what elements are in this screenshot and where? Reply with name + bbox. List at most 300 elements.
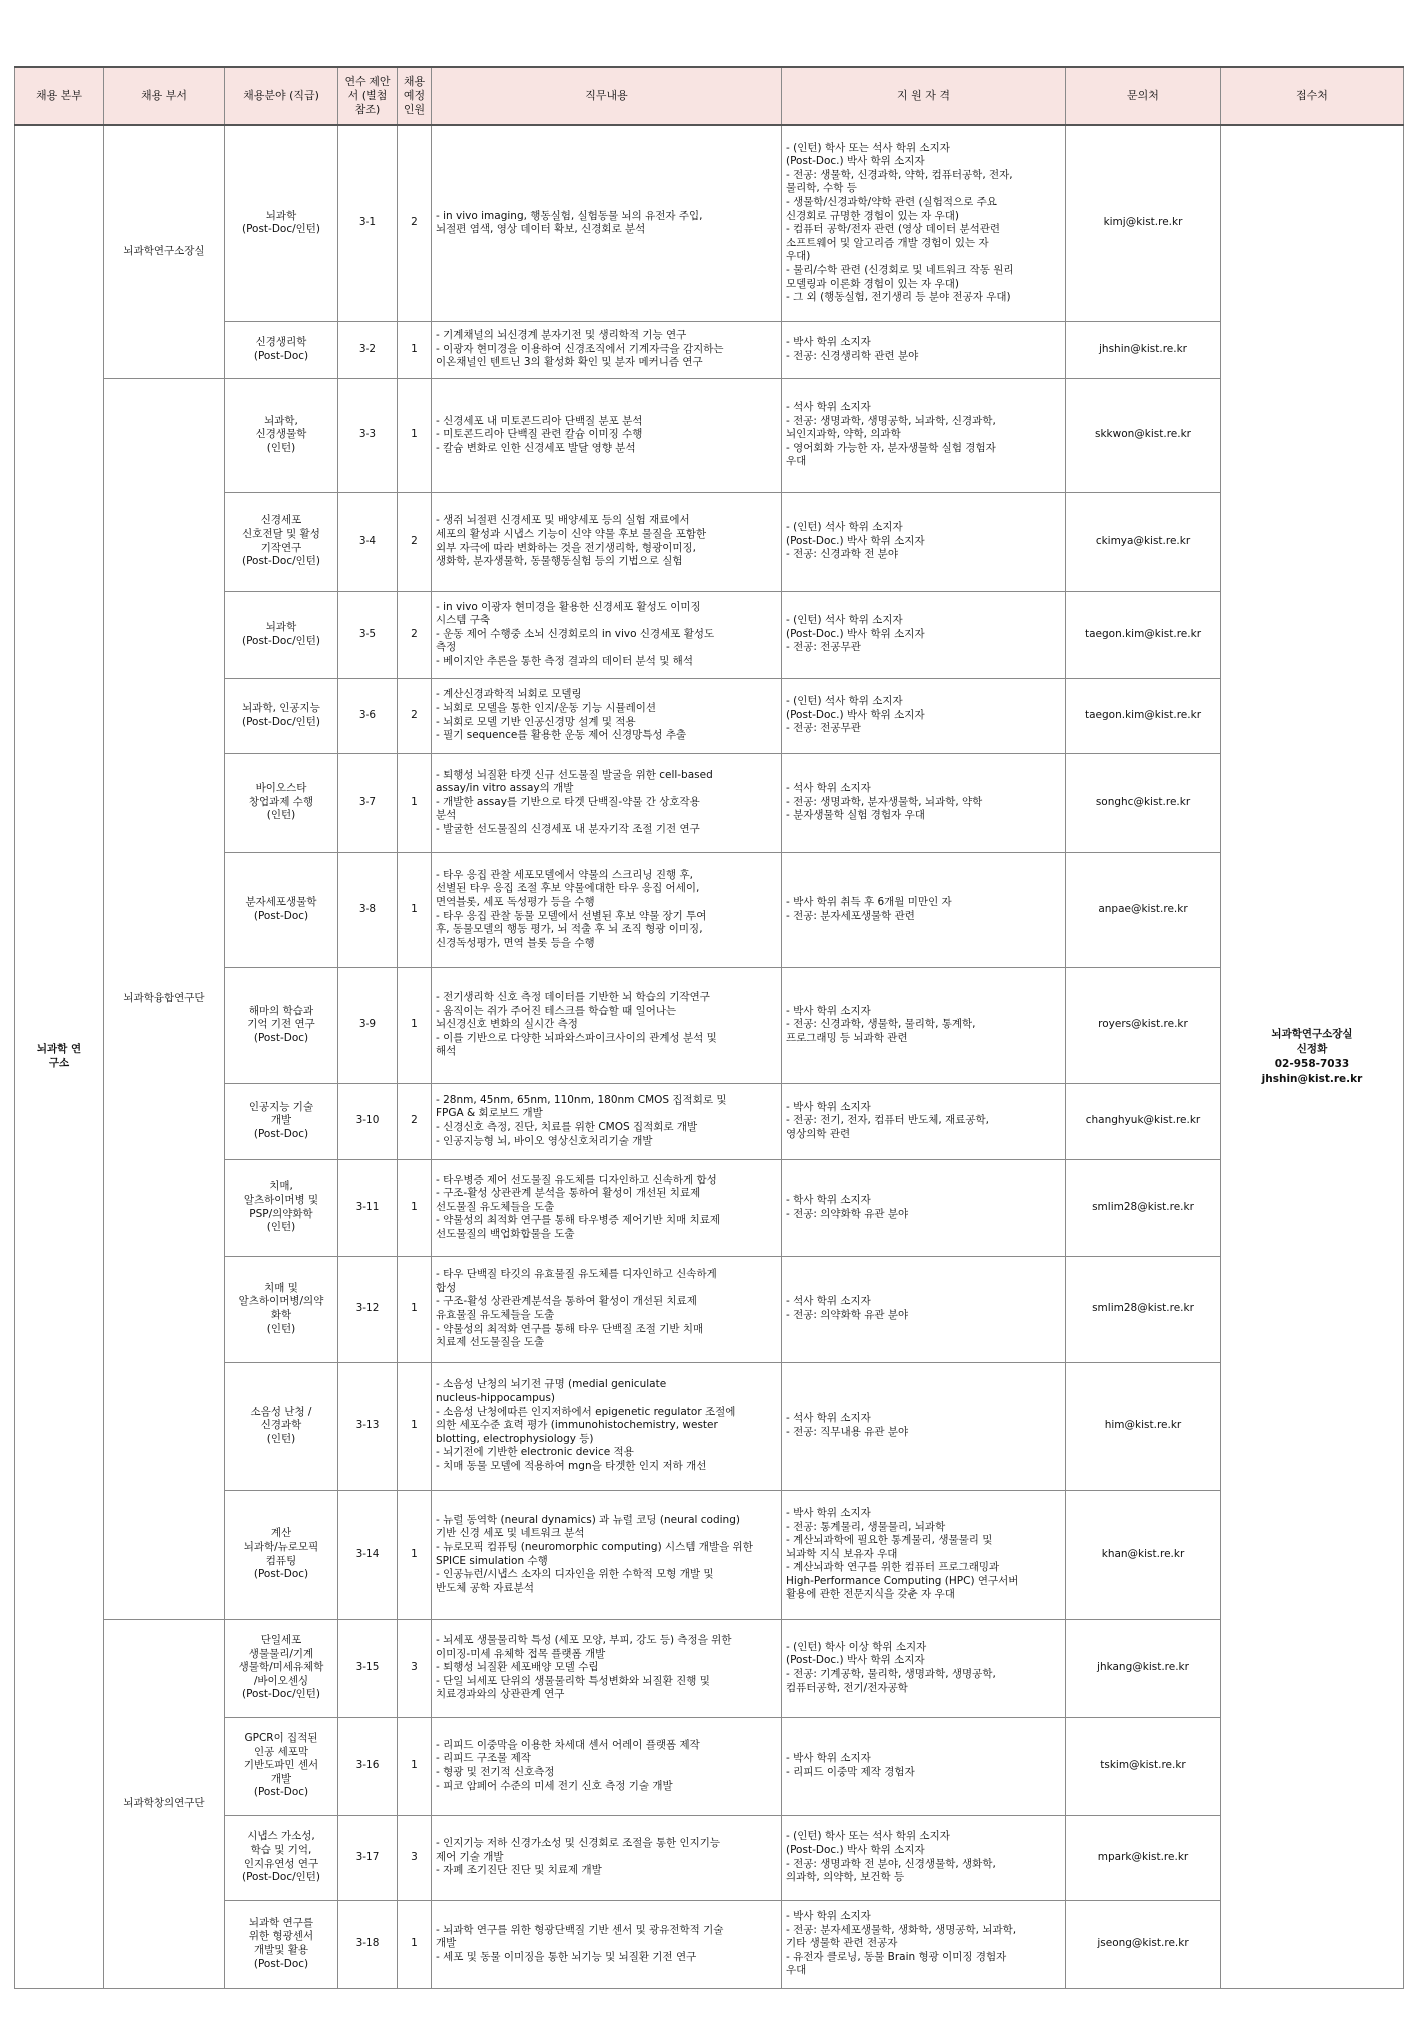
inquiry-email-cell: ckimya@kist.re.kr bbox=[1066, 492, 1221, 591]
text-line: (Post-Doc/인턴) bbox=[241, 715, 321, 728]
qualification-cell bbox=[782, 321, 1066, 378]
text-line: - 뇌기전에 기반한 electronic device 적용 bbox=[436, 1446, 634, 1459]
count-cell: 1 bbox=[398, 1256, 432, 1362]
text-line: 알츠하이머병 및 bbox=[243, 1193, 319, 1206]
header-row bbox=[15, 67, 1404, 125]
qualification-cell bbox=[782, 378, 1066, 492]
text-line: 제어 기술 개발 bbox=[436, 1850, 504, 1863]
text-line: - 학사 학위 소지자 bbox=[786, 1193, 871, 1206]
text-line: (Post-Doc/인턴) bbox=[241, 634, 321, 647]
text-line: (인턴) bbox=[266, 1322, 296, 1335]
text-line: (Post-Doc/인턴) bbox=[241, 223, 321, 236]
text-line: 생물물리/기계 bbox=[248, 1647, 314, 1660]
text-line: - 베이지안 추론을 통한 측정 결과의 데이터 분석 및 해석 bbox=[436, 654, 693, 667]
text-line: - (인턴) 학사 또는 석사 학위 소지자 bbox=[786, 1830, 950, 1843]
text-line: (인턴) bbox=[266, 1432, 296, 1445]
field-cell bbox=[225, 1083, 338, 1159]
inquiry-email-cell: tskim@kist.re.kr bbox=[1066, 1717, 1221, 1815]
text-line: 외부 자극에 따라 변화하는 것을 전기생리학, 형광이미징, bbox=[436, 541, 696, 554]
code-cell: 3-10 bbox=[338, 1083, 398, 1159]
text-line: - 자폐 조기진단 진단 및 치료제 개발 bbox=[436, 1864, 602, 1877]
count-cell: 1 bbox=[398, 753, 432, 852]
text-line: - 석사 학위 소지자 bbox=[786, 1295, 871, 1308]
text-line: - 전공: 생명과학, 생명공학, 뇌과학, 신경과학, bbox=[786, 414, 996, 427]
text-line: - 움직이는 쥐가 주어진 테스크를 학습할 때 일어나는 bbox=[436, 1004, 677, 1017]
inquiry-email-cell: smlim28@kist.re.kr bbox=[1066, 1159, 1221, 1256]
count-cell: 2 bbox=[398, 492, 432, 591]
text-line: - 뇌회로 모델을 통한 인지/운동 기능 시뮬레이션 bbox=[436, 701, 657, 714]
text-line: 뇌신경신호 변화의 실시간 측정 bbox=[436, 1018, 578, 1031]
text-line: - 전공: 신경생리학 관련 분야 bbox=[786, 349, 919, 362]
qualification-cell bbox=[782, 852, 1066, 967]
qualification-cell bbox=[782, 1362, 1066, 1490]
header-duty: 직무내용 bbox=[432, 67, 782, 125]
text-line: 뇌과학, 인공지능 bbox=[242, 701, 320, 714]
text-line: 치매, bbox=[269, 1180, 293, 1193]
text-line: - 약물성의 최적화 연구를 통해 타우 단백질 조절 기반 치매 bbox=[436, 1322, 704, 1335]
text-line: - 전공: 의약화학 유관 분야 bbox=[786, 1309, 909, 1321]
inquiry-email-cell: jhkang@kist.re.kr bbox=[1066, 1619, 1221, 1717]
text-line: 의과학, 의약학, 보건학 등 bbox=[786, 1871, 905, 1884]
text-line: 물리학, 수학 등 bbox=[786, 182, 857, 195]
code-cell: 3-14 bbox=[338, 1490, 398, 1619]
duty-cell bbox=[432, 1619, 782, 1717]
table-row bbox=[15, 125, 1404, 321]
reception-email: jhshin@kist.re.kr bbox=[1261, 1072, 1363, 1085]
qualification-cell bbox=[782, 125, 1066, 321]
count-cell: 1 bbox=[398, 1717, 432, 1815]
department-cell: 뇌과학융합연구단 bbox=[104, 378, 225, 1619]
field-cell bbox=[225, 753, 338, 852]
code-cell: 3-7 bbox=[338, 753, 398, 852]
code-cell: 3-13 bbox=[338, 1362, 398, 1490]
text-line: (인턴) bbox=[266, 441, 296, 454]
qualification-cell bbox=[782, 492, 1066, 591]
text-line: - (인턴) 석사 학위 소지자 bbox=[786, 521, 903, 534]
duty-cell bbox=[432, 125, 782, 321]
text-line: 개발및 활용 bbox=[253, 1944, 309, 1956]
text-line: 소프트웨어 및 알고리즘 개발 경험이 있는 자 bbox=[786, 236, 989, 249]
text-line: - 피코 암페어 수준의 미세 전기 신호 측정 기술 개발 bbox=[436, 1779, 673, 1792]
text-line: - 석사 학위 소지자 bbox=[786, 1412, 871, 1425]
text-line: - 형광 및 전기적 신호측정 bbox=[436, 1766, 555, 1778]
text-line: 창업과제 수행 bbox=[248, 795, 314, 808]
text-line: 치료경과와의 상관관계 연구 bbox=[436, 1688, 565, 1701]
text-line: - 전공: 신경과학 전 분야 bbox=[786, 548, 898, 561]
text-line: 신경독성평가, 면역 블롯 등을 수행 bbox=[436, 936, 595, 949]
text-line: - 컴퓨터 공학/전자 관련 (영상 데이터 분석관련 bbox=[786, 223, 1001, 236]
text-line: (Post-Doc/인턴) bbox=[241, 1688, 321, 1701]
table-body bbox=[15, 125, 1404, 1988]
text-line: 학습 및 기억, bbox=[250, 1843, 312, 1856]
header-code: 연수 제안서 (별첨 참조) bbox=[338, 67, 398, 125]
text-line: 반도체 공학 자료분석 bbox=[436, 1581, 534, 1594]
text-line: - (인턴) 학사 또는 석사 학위 소지자 bbox=[786, 141, 950, 154]
text-line: 선도물질 유도체들을 도출 bbox=[436, 1200, 555, 1213]
text-line: 이온채널인 텐트닌 3의 활성화 확인 및 분자 메커니즘 연구 bbox=[436, 356, 703, 369]
text-line: - 퇴행성 뇌질환 타겟 신규 선도물질 발굴을 위한 cell-based bbox=[436, 768, 713, 781]
text-line: (Post-Doc) bbox=[253, 1031, 309, 1044]
reception-phone: 02-958-7033 bbox=[1274, 1057, 1350, 1070]
field-cell bbox=[225, 378, 338, 492]
count-cell: 1 bbox=[398, 967, 432, 1083]
text-line: 인공 세포막 bbox=[253, 1745, 309, 1758]
text-line: 개발 bbox=[270, 1114, 292, 1127]
text-line: 뇌과학/뉴로모픽 bbox=[243, 1540, 319, 1553]
text-line: - 리피드 이중막을 이용한 차세대 센서 어레이 플랫폼 제작 bbox=[436, 1738, 700, 1751]
text-line: - 생쥐 뇌절편 신경세포 및 배양세포 등의 실험 재료에서 bbox=[436, 514, 690, 527]
duty-cell bbox=[432, 753, 782, 852]
text-line: 개발 bbox=[270, 1772, 292, 1785]
text-line: - 계산뇌과학에 필요한 통계물리, 생물물리 및 bbox=[786, 1534, 993, 1547]
text-line: 우대) bbox=[786, 250, 811, 263]
field-cell bbox=[225, 1490, 338, 1619]
text-line: - (인턴) 학사 이상 학위 소지자 bbox=[786, 1640, 927, 1653]
recruitment-document bbox=[14, 66, 1403, 1989]
inquiry-email-cell: skkwon@kist.re.kr bbox=[1066, 378, 1221, 492]
text-line: 기타 생물학 관련 전공자 bbox=[786, 1937, 898, 1950]
text-line: - 전공: 전공무관 bbox=[786, 641, 861, 654]
text-line: - 인공지능형 뇌, 바이오 영상신호처리기술 개발 bbox=[436, 1134, 653, 1147]
count-cell: 3 bbox=[398, 1815, 432, 1900]
header-count: 채용 예정 인원 bbox=[398, 67, 432, 125]
count-cell: 1 bbox=[398, 1362, 432, 1490]
qualification-cell bbox=[782, 678, 1066, 753]
text-line: 치료제 선도물질을 도출 bbox=[436, 1336, 545, 1349]
field-cell bbox=[225, 321, 338, 378]
header-reception: 접수처 bbox=[1221, 67, 1404, 125]
text-line: 신경과학 bbox=[260, 1419, 302, 1432]
text-line: 해석 bbox=[436, 1045, 457, 1058]
text-line: - 약물성의 최적화 연구를 통해 타우병증 제어기반 치매 치료제 bbox=[436, 1214, 721, 1227]
count-cell: 1 bbox=[398, 1490, 432, 1619]
duty-cell bbox=[432, 852, 782, 967]
inquiry-email-cell: khan@kist.re.kr bbox=[1066, 1490, 1221, 1619]
duty-cell bbox=[432, 1362, 782, 1490]
qualification-cell bbox=[782, 1619, 1066, 1717]
text-line: - 그 외 (행동실험, 전기생리 등 분야 전공자 우대) bbox=[786, 291, 1011, 304]
text-line: - (인턴) 석사 학위 소지자 bbox=[786, 614, 903, 627]
count-cell: 1 bbox=[398, 1900, 432, 1988]
text-line: (Post-Doc.) 박사 학위 소지자 bbox=[786, 534, 925, 547]
text-line: - 석사 학위 소지자 bbox=[786, 401, 871, 414]
text-line: - in vivo imaging, 행동실험, 실험동물 뇌의 유전자 주입, bbox=[436, 209, 703, 222]
duty-cell bbox=[432, 1717, 782, 1815]
text-line: SPICE simulation 수행 bbox=[436, 1554, 548, 1567]
text-line: 위한 형광센서 bbox=[248, 1930, 314, 1943]
header-field: 채용분야 (직급) bbox=[225, 67, 338, 125]
duty-cell bbox=[432, 1815, 782, 1900]
inquiry-email-cell: changhyuk@kist.re.kr bbox=[1066, 1083, 1221, 1159]
text-line: - 타우병증 제어 선도물질 유도체를 디자인하고 신속하게 합성 bbox=[436, 1173, 717, 1186]
text-line: 바이오스타 bbox=[255, 782, 307, 795]
text-line: 시스템 구축 bbox=[436, 614, 491, 627]
text-line: 기억 기전 연구 bbox=[247, 1018, 315, 1031]
text-line: 기반 신경 세포 및 네트워크 분석 bbox=[436, 1527, 585, 1540]
duty-cell bbox=[432, 1159, 782, 1256]
text-line: 알츠하이머병/의약 bbox=[238, 1295, 324, 1308]
text-line: 뇌과학 bbox=[265, 209, 297, 222]
field-cell bbox=[225, 125, 338, 321]
code-cell: 3-5 bbox=[338, 591, 398, 678]
text-line: - 계산신경과학적 뇌회로 모델링 bbox=[436, 688, 582, 701]
field-cell bbox=[225, 1619, 338, 1717]
text-line: - 운동 제어 수행중 소뇌 신경회로의 in vivo 신경세포 활성도 bbox=[436, 627, 715, 640]
text-line: 신경회로 규명한 경험이 있는 자 우대) bbox=[786, 209, 959, 222]
department-cell: 뇌과학창의연구단 bbox=[104, 1619, 225, 1988]
field-cell bbox=[225, 591, 338, 678]
hq-name: 뇌과학 연구소 bbox=[36, 1043, 82, 1069]
field-cell bbox=[225, 1900, 338, 1988]
text-line: - 전공: 분자세포생물학, 생화학, 생명공학, 뇌과학, bbox=[786, 1923, 1017, 1936]
text-line: 치매 및 bbox=[264, 1281, 298, 1294]
count-cell: 2 bbox=[398, 678, 432, 753]
text-line: - 영어회화 가능한 자, 분자생물학 실험 경험자 bbox=[786, 441, 996, 454]
field-cell bbox=[225, 1256, 338, 1362]
text-line: - 뉴로모픽 컴퓨팅 (neuromorphic computing) 시스템 개발을 위한 bbox=[436, 1540, 753, 1553]
text-line: - 단일 뇌세포 단위의 생물물리학 특성변화와 뇌질환 진행 및 bbox=[436, 1674, 710, 1687]
code-cell: 3-6 bbox=[338, 678, 398, 753]
duty-cell bbox=[432, 967, 782, 1083]
text-line: 분석 bbox=[436, 809, 457, 822]
text-line: - 치매 동물 모델에 적용하여 mgn을 타겟한 인지 저하 개선 bbox=[436, 1459, 707, 1472]
text-line: - 칼슘 변화로 인한 신경세포 발달 영향 분석 bbox=[436, 441, 636, 454]
code-cell: 3-15 bbox=[338, 1619, 398, 1717]
text-line: 후, 동물모델의 행동 평가, 뇌 적출 후 뇌 조직 형광 이미징, bbox=[436, 923, 703, 936]
text-line: - 소음성 난청의 뇌기전 규명 (medial geniculate bbox=[436, 1378, 667, 1391]
text-line: 컴퓨팅 bbox=[265, 1554, 297, 1567]
text-line: 뇌과학 지식 보유자 우대 bbox=[786, 1547, 898, 1560]
qualification-cell bbox=[782, 1900, 1066, 1988]
text-line: 생물학/미세유체학 bbox=[238, 1661, 324, 1674]
text-line: 측정 bbox=[436, 641, 457, 654]
inquiry-email-cell: him@kist.re.kr bbox=[1066, 1362, 1221, 1490]
qualification-cell bbox=[782, 1083, 1066, 1159]
text-line: 뇌과학, bbox=[264, 414, 298, 427]
hq-cell bbox=[15, 125, 104, 1988]
code-cell: 3-3 bbox=[338, 378, 398, 492]
text-line: - 석사 학위 소지자 bbox=[786, 782, 871, 795]
text-line: (Post-Doc) bbox=[253, 1957, 309, 1970]
code-cell: 3-17 bbox=[338, 1815, 398, 1900]
text-line: 활용에 관한 전문지식을 갖춘 자 우대 bbox=[786, 1588, 955, 1601]
text-line: 기반도파민 센서 bbox=[243, 1759, 319, 1772]
inquiry-email-cell: taegon.kim@kist.re.kr bbox=[1066, 591, 1221, 678]
text-line: 뇌절편 염색, 영상 데이터 확보, 신경회로 분석 bbox=[436, 223, 646, 236]
text-line: 신경생물학 bbox=[255, 428, 307, 441]
text-line: 인공지능 기술 bbox=[248, 1100, 314, 1113]
qualification-cell bbox=[782, 967, 1066, 1083]
inquiry-email-cell: songhc@kist.re.kr bbox=[1066, 753, 1221, 852]
text-line: - 신경신호 측정, 진단, 치료를 위한 CMOS 집적회로 개발 bbox=[436, 1121, 698, 1133]
text-line: - 신경세포 내 미토콘드리아 단백질 분포 분석 bbox=[436, 414, 643, 427]
header-dept: 채용 부서 bbox=[104, 67, 225, 125]
text-line: - 전공: 의약화학 유관 분야 bbox=[786, 1207, 909, 1220]
qualification-cell bbox=[782, 1717, 1066, 1815]
text-line: - 타우 단백질 타깃의 유효물질 유도체를 디자인하고 신속하게 bbox=[436, 1268, 717, 1281]
text-line: - 뇌회로 모델 기반 인공신경망 설계 및 적용 bbox=[436, 715, 636, 728]
text-line: (Post-Doc.) 박사 학위 소지자 bbox=[786, 627, 925, 640]
text-line: - 인지기능 저하 신경가소성 및 신경회로 조절을 통한 인지기능 bbox=[436, 1837, 721, 1850]
text-line: (Post-Doc) bbox=[253, 349, 309, 362]
duty-cell bbox=[432, 591, 782, 678]
text-line: (인턴) bbox=[266, 1221, 296, 1234]
text-line: - (인턴) 석사 학위 소지자 bbox=[786, 695, 903, 708]
text-line: - 구조-활성 상관관계 분석을 통하여 활성이 개선된 치료제 bbox=[436, 1187, 701, 1200]
qualification-cell bbox=[782, 1490, 1066, 1619]
text-line: - 미토콘드리아 단백질 관련 칼슘 이미징 수행 bbox=[436, 428, 643, 441]
text-line: 세포의 활성과 시냅스 기능이 신약 약물 후보 물질을 포함한 bbox=[436, 527, 707, 540]
text-line: (Post-Doc) bbox=[253, 1786, 309, 1799]
text-line: 이미징-미세 유체학 접목 플랫폼 개발 bbox=[436, 1647, 606, 1660]
text-line: 신호전달 및 활성 bbox=[242, 527, 320, 540]
code-cell: 3-11 bbox=[338, 1159, 398, 1256]
text-line: 컴퓨터공학, 전기/전자공학 bbox=[786, 1681, 908, 1694]
field-cell bbox=[225, 852, 338, 967]
text-line: (Post-Doc) bbox=[253, 1568, 309, 1581]
duty-cell bbox=[432, 378, 782, 492]
text-line: 의한 세포수준 효력 평가 (immunohistochemistry, wester bbox=[436, 1419, 718, 1432]
text-line: - 개발한 assay를 기반으로 타겟 단백질-약물 간 상호작용 bbox=[436, 795, 700, 808]
text-line: 뇌과학 연구를 bbox=[248, 1916, 314, 1929]
text-line: - 생물학/신경과학/약학 관련 (실험적으로 주요 bbox=[786, 196, 997, 209]
text-line: 신경세포 bbox=[260, 514, 302, 527]
code-cell: 3-1 bbox=[338, 125, 398, 321]
text-line: assay/in vitro assay의 개발 bbox=[436, 782, 574, 795]
text-line: nucleus-hippocampus) bbox=[436, 1392, 556, 1405]
count-cell: 1 bbox=[398, 321, 432, 378]
text-line: - 전공: 분자세포생물학 관련 bbox=[786, 909, 915, 922]
text-line: /바이오센싱 bbox=[253, 1674, 309, 1687]
field-cell bbox=[225, 1362, 338, 1490]
text-line: - 전공: 직무내용 유관 분야 bbox=[786, 1426, 909, 1438]
text-line: - 분자생물학 실험 경험자 우대 bbox=[786, 809, 925, 822]
field-cell bbox=[225, 1815, 338, 1900]
reception-office: 뇌과학연구소장실 bbox=[1271, 1027, 1353, 1040]
duty-cell bbox=[432, 321, 782, 378]
text-line: - 전공: 신경과학, 생물학, 물리학, 통계학, bbox=[786, 1018, 976, 1031]
count-cell: 2 bbox=[398, 125, 432, 321]
text-line: 뇌인지과학, 약학, 의과학 bbox=[786, 428, 901, 441]
text-line: 합성 bbox=[436, 1281, 457, 1294]
header-qual: 지 원 자 격 bbox=[782, 67, 1066, 125]
text-line: - 전공: 전공무관 bbox=[786, 722, 861, 735]
text-line: (Post-Doc/인턴) bbox=[241, 1871, 321, 1884]
count-cell: 2 bbox=[398, 591, 432, 678]
text-line: 영상의학 관련 bbox=[786, 1127, 851, 1140]
text-line: 분자세포생물학 bbox=[245, 895, 317, 908]
qualification-cell bbox=[782, 1815, 1066, 1900]
text-line: PSP/의약화학 bbox=[249, 1207, 313, 1220]
duty-cell bbox=[432, 678, 782, 753]
field-cell bbox=[225, 1717, 338, 1815]
text-line: (Post-Doc/인턴) bbox=[241, 555, 321, 568]
text-line: 해마의 학습과 bbox=[248, 1004, 314, 1017]
text-line: 기작연구 bbox=[260, 541, 302, 554]
field-cell bbox=[225, 1159, 338, 1256]
text-line: 개발 bbox=[436, 1937, 457, 1950]
text-line: 시냅스 가소성, bbox=[247, 1830, 315, 1843]
text-line: - 박사 학위 소지자 bbox=[786, 1004, 871, 1017]
text-line: - 전공: 기계공학, 물리학, 생명과학, 생명공학, bbox=[786, 1668, 996, 1680]
text-line: 인지유연성 연구 bbox=[243, 1857, 319, 1870]
count-cell: 3 bbox=[398, 1619, 432, 1717]
inquiry-email-cell: mpark@kist.re.kr bbox=[1066, 1815, 1221, 1900]
text-line: - 박사 학위 소지자 bbox=[786, 1752, 871, 1765]
text-line: 면역블롯, 세포 독성평가 등을 수행 bbox=[436, 895, 595, 908]
text-line: - 전공: 생명과학 전 분야, 신경생물학, 생화학, bbox=[786, 1857, 996, 1870]
text-line: - 이를 기반으로 다양한 뇌파와스파이크사이의 관계성 분석 및 bbox=[436, 1031, 717, 1044]
text-line: (Post-Doc.) 박사 학위 소지자 bbox=[786, 1843, 925, 1856]
text-line: - 구조-활성 상관관계분석을 통하여 활성이 개선된 치료제 bbox=[436, 1295, 697, 1308]
text-line: (Post-Doc) bbox=[253, 1127, 309, 1140]
duty-cell bbox=[432, 1083, 782, 1159]
inquiry-email-cell: royers@kist.re.kr bbox=[1066, 967, 1221, 1083]
code-cell: 3-16 bbox=[338, 1717, 398, 1815]
duty-cell bbox=[432, 1490, 782, 1619]
text-line: - 리피드 구조물 제작 bbox=[436, 1752, 531, 1765]
department-cell: 뇌과학연구소장실 bbox=[104, 125, 225, 378]
text-line: - 박사 학위 소지자 bbox=[786, 1506, 871, 1519]
field-cell bbox=[225, 492, 338, 591]
text-line: - 박사 학위 취득 후 6개월 미만인 자 bbox=[786, 895, 952, 908]
text-line: - 물리/수학 관련 (신경회로 및 네트워크 작동 원리 bbox=[786, 264, 1014, 277]
text-line: 우대 bbox=[786, 455, 807, 468]
code-cell: 3-12 bbox=[338, 1256, 398, 1362]
code-cell: 3-4 bbox=[338, 492, 398, 591]
code-cell: 3-18 bbox=[338, 1900, 398, 1988]
text-line: - 유전자 클로닝, 동물 Brain 형광 이미징 경험자 bbox=[786, 1950, 1007, 1963]
qualification-cell bbox=[782, 591, 1066, 678]
text-line: - 발굴한 선도물질의 신경세포 내 분자기작 조절 기전 연구 bbox=[436, 822, 700, 835]
text-line: - 소음성 난청에따른 인지저하에서 epigenetic regulator 조절에 bbox=[436, 1405, 736, 1418]
reception-name: 신정화 bbox=[1296, 1042, 1328, 1055]
text-line: - 이광자 현미경을 이용하여 신경조직에서 기계자극을 감지하는 bbox=[436, 342, 724, 355]
text-line: - 뇌세포 생물물리학 특성 (세포 모양, 부피, 강도 등) 측정을 위한 bbox=[436, 1634, 732, 1647]
text-line: - 퇴행성 뇌질환 세포배양 모델 수립 bbox=[436, 1661, 599, 1674]
text-line: 모델링과 이론화 경험이 있는 자 우대) bbox=[786, 277, 959, 290]
text-line: (Post-Doc.) 박사 학위 소지자 bbox=[786, 155, 925, 168]
text-line: - 필기 sequence를 활용한 운동 제어 신경망특성 추출 bbox=[436, 729, 687, 742]
text-line: 생화학, 분자생물학, 동물행동실험 등의 기법으로 실험 bbox=[436, 555, 683, 568]
count-cell: 1 bbox=[398, 1159, 432, 1256]
text-line: GPCR이 집적된 bbox=[244, 1732, 318, 1745]
text-line: 신경생리학 bbox=[255, 335, 307, 348]
code-cell: 3-9 bbox=[338, 967, 398, 1083]
table-row bbox=[15, 1619, 1404, 1717]
text-line: - 전공: 생명과학, 분자생물학, 뇌과학, 약학 bbox=[786, 795, 983, 808]
text-line: - 세포 및 동물 이미징을 통한 뇌기능 및 뇌질환 기전 연구 bbox=[436, 1950, 697, 1963]
inquiry-email-cell: smlim28@kist.re.kr bbox=[1066, 1256, 1221, 1362]
inquiry-email-cell: jhshin@kist.re.kr bbox=[1066, 321, 1221, 378]
table-row bbox=[15, 378, 1404, 492]
text-line: - 전공: 전기, 전자, 컴퓨터 반도체, 재료공학, bbox=[786, 1114, 989, 1127]
text-line: - 박사 학위 소지자 bbox=[786, 1100, 871, 1113]
text-line: 뇌과학 bbox=[265, 620, 297, 633]
text-line: - 박사 학위 소지자 bbox=[786, 1910, 871, 1923]
field-cell bbox=[225, 967, 338, 1083]
text-line: (Post-Doc.) 박사 학위 소지자 bbox=[786, 708, 925, 721]
duty-cell bbox=[432, 1256, 782, 1362]
text-line: 선도물질의 백업화합물을 도출 bbox=[436, 1227, 575, 1240]
text-line: (Post-Doc.) 박사 학위 소지자 bbox=[786, 1654, 925, 1667]
count-cell: 1 bbox=[398, 852, 432, 967]
text-line: - 기계채널의 뇌신경계 분자기전 및 생리학적 기능 연구 bbox=[436, 329, 687, 342]
text-line: FPGA & 회로보드 개발 bbox=[436, 1107, 543, 1120]
text-line: - 리피드 이중막 제작 경험자 bbox=[786, 1766, 915, 1778]
text-line: - 28nm, 45nm, 65nm, 110nm, 180nm CMOS 집적회로 및 bbox=[436, 1093, 727, 1106]
header-hq: 채용 본부 bbox=[15, 67, 104, 125]
